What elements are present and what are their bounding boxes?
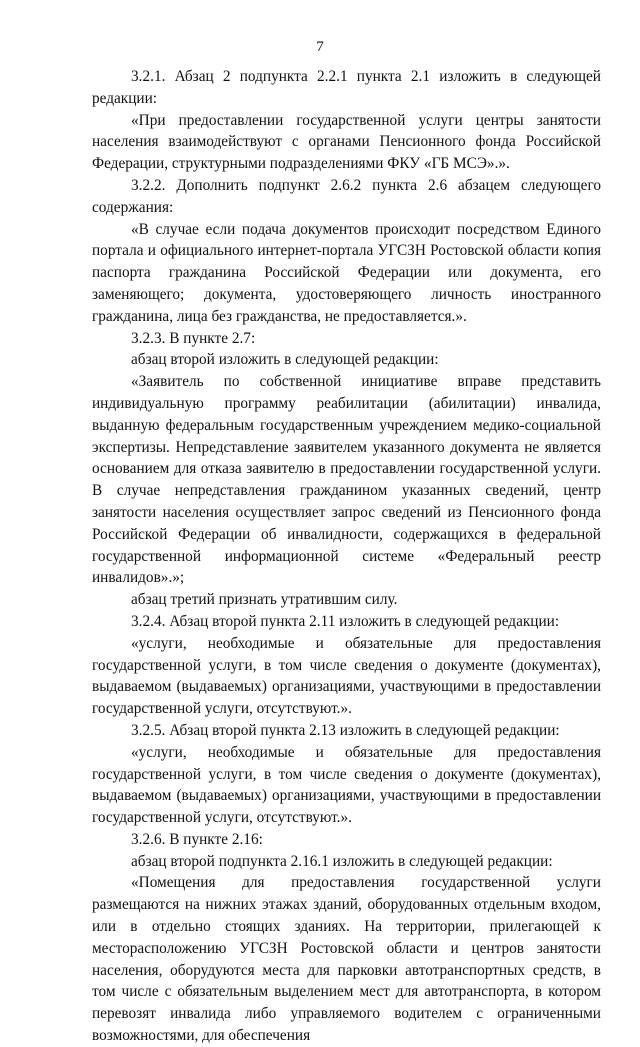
paragraph-3-2-1: 3.2.1. Абзац 2 подпункта 2.2.1 пункта 2.1 изложить в следующей редакции: — [92, 68, 601, 107]
page-number: 7 — [316, 39, 324, 55]
document-body — [92, 66, 601, 1047]
paragraph-3-2-5: 3.2.5. Абзац второй пункта 2.13 изложить в следующей редакции: — [131, 721, 560, 739]
paragraph-3-2-3: 3.2.3. В пункте 2.7: — [131, 329, 256, 347]
paragraph-3-2-4: 3.2.4. Абзац второй пункта 2.11 изложить в следующей редакции: — [131, 612, 560, 630]
paragraph-quote-3-2-1: «При предоставлении государственной услуги центры занятости населения взаимодействуют с органами Пенсионного фонда Российской Федерации, структурными подразделениями ФКУ «ГБ МСЭ».». — [92, 111, 601, 173]
paragraph-quote-3-2-4: «услуги, необходимые и обязательные для предоставления государственной услуги, в том числе сведения о документе (документах), выдаваемом (выдаваемых) организациями, участвующими в предоставлении государственной услуги, отсутствуют.». — [92, 634, 601, 718]
paragraph-quote-3-2-6: «Помещения для предоставления государственной услуги размещаются на нижних этажах зданий, оборудованных отдельным входом, или в отдельно стоящих зданиях. На территории, прилегающей к месторасположению УГСЗН Ростовской области и центров занятости населения, оборудуются места для парковки автотранспортных средств, в том числе с обязательным выделением мест для автотранспорта, в котором перевозят инвалида либо управляемого водителем с ограниченными возможностями, для обеспечения — [92, 874, 601, 1045]
paragraph-3-2-2: 3.2.2. Дополнить подпункт 2.6.2 пункта 2.6 абзацем следующего содержания: — [92, 176, 601, 216]
paragraph-quote-3-2-2: «В случае если подача документов происходит посредством Единого портала и официального интернет-портала УГСЗН Ростовской области копия паспорта гражданина Российской Федерации или документа, его заменяющего; документа, удостоверяющего личность иностранного гражданина, лица без гражданства, не предоставляется.». — [92, 220, 601, 325]
paragraph-3-2-6: 3.2.6. В пункте 2.16: — [131, 830, 263, 848]
paragraph-3-2-6-abzac-2: абзац второй подпункта 2.16.1 изложить в следующей редакции: — [131, 852, 553, 870]
paragraph-3-2-3-abzac-3: абзац третий признать утратившим силу. — [131, 591, 398, 609]
paragraph-3-2-3-abzac-2: абзац второй изложить в следующей редакции: — [131, 351, 439, 369]
paragraph-quote-3-2-5: «услуги, необходимые и обязательные для предоставления государственной услуги, в том числе сведения о документе (документах), выдаваемом (выдаваемых) организациями, участвующими в предоставлении государственной услуги, отсутствуют.». — [92, 743, 601, 827]
paragraph-quote-3-2-3: «Заявитель по собственной инициативе вправе представить индивидуальную программу реабилитации (абилитации) инвалида, выданную федеральным государственным учреждением медико-социальной экспертизы. Непредставление заявителем указанного документа не является основанием для отказа заявителю в предоставлении государственной услуги. В случае непредставления гражданином указанных сведений, центр занятости населения осуществляет запрос сведений из Пенсионного фонда Российской Федерации об инвалидности, содержащихся в федеральной государственной информационной системе «Федеральный реестр инвалидов».»; — [92, 373, 601, 587]
